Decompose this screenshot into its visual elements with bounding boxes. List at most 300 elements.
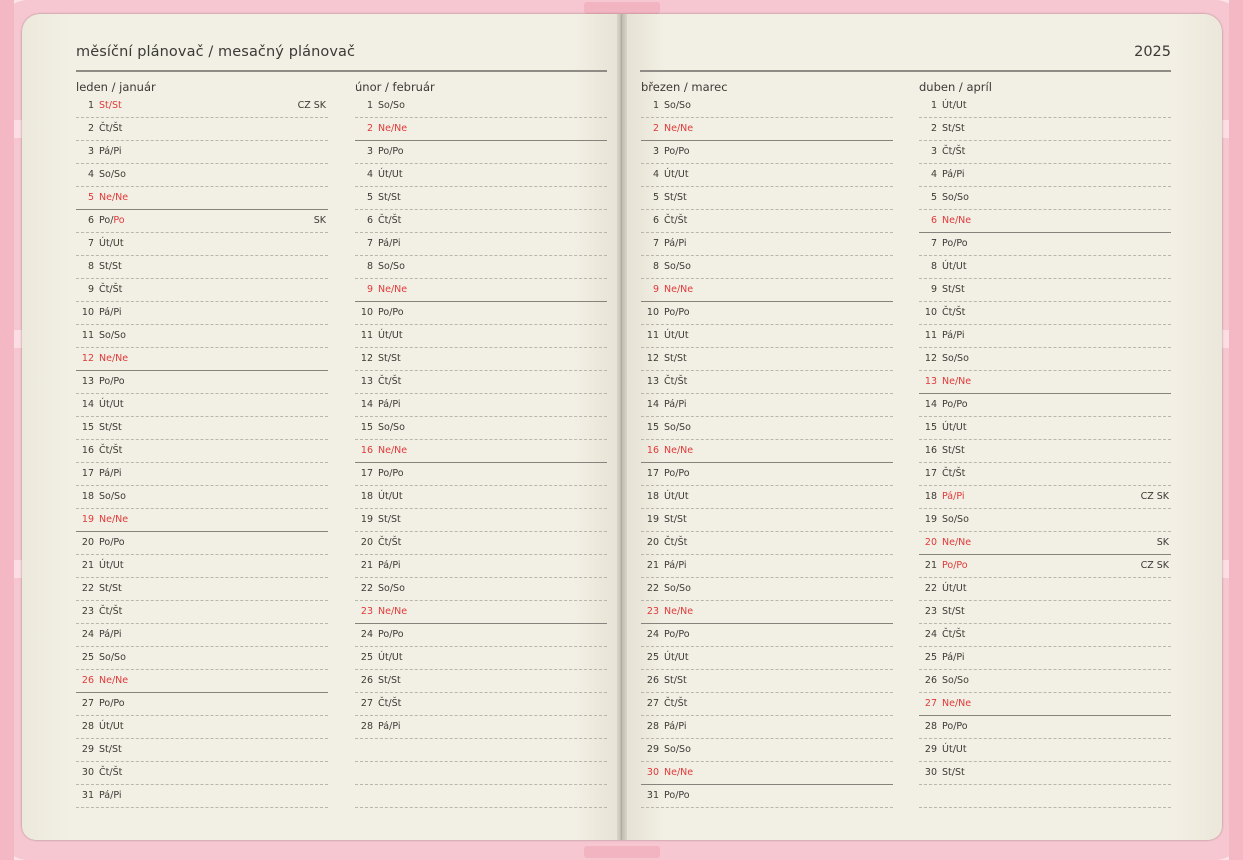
day-number: 6 — [366, 215, 373, 226]
day-name-cz: So — [378, 100, 390, 111]
day-name — [664, 215, 687, 226]
day-name-separator: / — [952, 146, 956, 157]
day-name-cz: So — [99, 652, 111, 663]
day-number: 18 — [924, 491, 937, 502]
day-row — [919, 486, 1171, 509]
day-number: 24 — [81, 629, 94, 640]
day-number: 13 — [924, 376, 937, 387]
day-number: 21 — [360, 560, 373, 571]
day-name-sk: Ne — [680, 445, 694, 456]
day-name-cz: Pá — [99, 146, 111, 157]
day-name-cz: Út — [664, 169, 675, 180]
day-name-separator: / — [675, 468, 679, 479]
day-number: 17 — [360, 468, 373, 479]
day-name-cz: Út — [378, 652, 389, 663]
day-row — [919, 762, 1171, 785]
day-name-sk: Pi — [113, 629, 122, 640]
day-name-separator: / — [673, 675, 677, 686]
day-name — [99, 376, 125, 387]
day-row — [641, 463, 893, 486]
month-column-january — [76, 79, 328, 808]
day-name-separator: / — [954, 698, 959, 709]
day-row — [355, 210, 607, 233]
day-name-separator: / — [110, 146, 114, 157]
day-number: 26 — [81, 675, 94, 686]
day-name-cz: Čt — [378, 215, 389, 226]
day-name-cz: St — [942, 767, 952, 778]
day-row — [641, 601, 893, 624]
day-name-separator: / — [111, 675, 116, 686]
day-row — [355, 118, 607, 141]
day-name-sk: Ne — [394, 284, 408, 295]
day-number: 13 — [646, 376, 659, 387]
day-row — [641, 509, 893, 532]
day-name-cz: Čt — [664, 376, 675, 387]
day-name-sk: Št — [955, 629, 966, 640]
day-number: 27 — [360, 698, 373, 709]
day-name-cz: St — [378, 192, 388, 203]
day-name-sk: Po — [956, 560, 968, 571]
day-name-sk: Ut — [391, 169, 403, 180]
day-row — [641, 302, 893, 325]
day-name-cz: Po — [99, 698, 111, 709]
day-list — [641, 95, 893, 808]
day-row — [355, 394, 607, 417]
day-name-cz: Po — [664, 629, 676, 640]
day-name-separator: / — [675, 399, 679, 410]
day-name-separator: / — [110, 537, 114, 548]
month-name: únor / február — [355, 80, 435, 94]
day-name-cz: St — [942, 445, 952, 456]
day-number: 20 — [81, 537, 94, 548]
day-name-cz: So — [942, 353, 954, 364]
day-name-separator: / — [953, 560, 957, 571]
day-number: 24 — [646, 629, 659, 640]
day-name-cz: St — [664, 192, 674, 203]
day-row — [641, 762, 893, 785]
day-name-cz: Pá — [99, 307, 111, 318]
day-name-cz: Ne — [378, 606, 391, 617]
day-name-sk: Po — [113, 537, 125, 548]
day-number: 10 — [360, 307, 373, 318]
day-number: 7 — [652, 238, 659, 249]
day-name — [942, 721, 968, 732]
day-name-separator: / — [110, 790, 114, 801]
day-number: 17 — [924, 468, 937, 479]
day-row — [355, 279, 607, 302]
day-number: 5 — [930, 192, 937, 203]
day-name — [942, 537, 971, 548]
day-row — [919, 509, 1171, 532]
day-number: 10 — [924, 307, 937, 318]
day-name-sk: Ne — [958, 537, 972, 548]
day-name — [378, 675, 401, 686]
day-name-sk: St — [390, 675, 401, 686]
day-row — [919, 555, 1171, 578]
day-name-sk: Ut — [391, 330, 403, 341]
day-name — [942, 146, 965, 157]
day-number: 23 — [924, 606, 937, 617]
day-name-sk: Ne — [115, 514, 129, 525]
day-name-sk: Ne — [394, 445, 408, 456]
day-name — [942, 445, 965, 456]
day-name-sk: Št — [955, 468, 966, 479]
day-row — [641, 555, 893, 578]
day-name-sk: St — [390, 192, 401, 203]
day-name-sk: Po — [956, 238, 968, 249]
day-name — [99, 652, 126, 663]
day-number: 27 — [646, 698, 659, 709]
day-name-cz: Pá — [99, 629, 111, 640]
day-number: 13 — [81, 376, 94, 387]
day-name-sk: Ne — [680, 123, 694, 134]
day-name-sk: Pi — [678, 560, 687, 571]
day-name-cz: St — [378, 514, 388, 525]
day-name — [942, 215, 971, 226]
day-row — [641, 210, 893, 233]
day-number: 1 — [366, 100, 373, 111]
day-name-cz: Po — [664, 307, 676, 318]
day-name-sk: Po — [392, 468, 404, 479]
day-name-sk: Po — [678, 790, 690, 801]
day-name-separator: / — [676, 284, 681, 295]
day-name-sk: Pi — [392, 560, 401, 571]
day-row — [355, 670, 607, 693]
day-name-separator: / — [387, 514, 391, 525]
day-name-cz: Pá — [99, 468, 111, 479]
month-column-february — [355, 79, 607, 808]
day-name-separator: / — [953, 721, 957, 732]
day-row — [76, 210, 328, 233]
day-name — [378, 468, 404, 479]
day-name — [664, 445, 693, 456]
day-number: 27 — [924, 698, 937, 709]
day-name-separator: / — [389, 583, 394, 594]
day-name — [378, 169, 403, 180]
day-row — [919, 463, 1171, 486]
day-name-sk: So — [957, 675, 969, 686]
day-name-cz: Út — [99, 399, 110, 410]
day-name-separator: / — [954, 215, 959, 226]
day-number: 18 — [646, 491, 659, 502]
day-row — [76, 624, 328, 647]
day-name-cz: Čt — [942, 468, 953, 479]
day-number: 8 — [652, 261, 659, 272]
day-name-separator: / — [953, 238, 957, 249]
day-name-cz: Út — [942, 100, 953, 111]
cover-edge-left — [0, 0, 14, 860]
day-row — [919, 348, 1171, 371]
day-name-separator: / — [953, 353, 958, 364]
day-name-cz: St — [378, 675, 388, 686]
day-name-separator: / — [953, 675, 958, 686]
day-number: 12 — [924, 353, 937, 364]
day-row — [919, 371, 1171, 394]
day-number: 30 — [924, 767, 937, 778]
cover-edge-right — [1229, 0, 1243, 860]
day-name-cz: Po — [99, 215, 111, 226]
day-name-separator: / — [674, 215, 678, 226]
day-row — [76, 325, 328, 348]
day-name — [378, 261, 405, 272]
day-number: 10 — [646, 307, 659, 318]
day-name-separator: / — [673, 192, 677, 203]
day-name-separator: / — [953, 192, 958, 203]
day-name-sk: Pi — [113, 790, 122, 801]
day-name-cz: Pá — [378, 238, 390, 249]
day-name-cz: Po — [942, 238, 954, 249]
day-name — [942, 376, 971, 387]
day-number: 6 — [930, 215, 937, 226]
day-name-separator: / — [388, 537, 392, 548]
day-name-separator: / — [389, 629, 393, 640]
day-name-sk: Št — [677, 376, 688, 387]
day-name-cz: Út — [99, 238, 110, 249]
day-number: 7 — [87, 238, 94, 249]
day-name — [664, 721, 687, 732]
day-name-cz: Út — [664, 330, 675, 341]
day-name — [664, 491, 689, 502]
day-row — [641, 187, 893, 210]
day-name-sk: So — [393, 100, 405, 111]
day-name-sk: St — [954, 123, 965, 134]
day-name-separator: / — [111, 514, 116, 525]
day-name-sk: St — [676, 675, 687, 686]
day-row — [355, 739, 607, 762]
day-number: 28 — [646, 721, 659, 732]
day-name-cz: So — [942, 675, 954, 686]
day-name-cz: Čt — [378, 698, 389, 709]
day-name-separator: / — [674, 698, 678, 709]
day-name — [99, 767, 122, 778]
day-row — [76, 739, 328, 762]
day-row — [355, 302, 607, 325]
day-name-cz: So — [99, 491, 111, 502]
spine-tab-top — [584, 2, 660, 14]
day-name-sk: Po — [956, 721, 968, 732]
day-number: 8 — [87, 261, 94, 272]
day-name-separator: / — [389, 238, 393, 249]
day-name-cz: Ne — [99, 514, 112, 525]
day-name-separator: / — [952, 583, 956, 594]
day-row — [919, 693, 1171, 716]
day-name-sk: Št — [112, 767, 123, 778]
day-number: 29 — [646, 744, 659, 755]
day-name-cz: Čt — [99, 767, 110, 778]
day-name-sk: Pi — [392, 238, 401, 249]
day-name-sk: Pi — [956, 491, 965, 502]
header-rule-left — [76, 70, 607, 72]
day-name-cz: Ne — [664, 123, 677, 134]
day-number: 24 — [360, 629, 373, 640]
day-number: 3 — [87, 146, 94, 157]
day-name-cz: Po — [378, 468, 390, 479]
day-name — [942, 192, 969, 203]
day-name-sk: Po — [678, 146, 690, 157]
day-name-cz: Ne — [942, 698, 955, 709]
day-row — [641, 164, 893, 187]
day-name-separator: / — [388, 376, 392, 387]
day-name — [99, 307, 122, 318]
day-number: 30 — [81, 767, 94, 778]
day-row — [919, 256, 1171, 279]
day-row — [76, 141, 328, 164]
day-name — [664, 514, 687, 525]
day-name-cz: Út — [942, 422, 953, 433]
day-number: 31 — [646, 790, 659, 801]
day-number: 23 — [360, 606, 373, 617]
day-number: 20 — [360, 537, 373, 548]
day-name-separator: / — [953, 491, 957, 502]
day-name — [99, 629, 122, 640]
day-name-cz: So — [99, 330, 111, 341]
day-name — [99, 445, 122, 456]
day-name-cz: Po — [99, 376, 111, 387]
day-name — [664, 698, 687, 709]
day-number: 13 — [360, 376, 373, 387]
day-name-separator: / — [110, 307, 114, 318]
day-name — [664, 330, 689, 341]
day-name-cz: St — [664, 675, 674, 686]
day-name — [99, 123, 122, 134]
day-name — [664, 123, 693, 134]
day-name-sk: So — [679, 744, 691, 755]
day-number: 20 — [924, 537, 937, 548]
day-name-cz: So — [99, 169, 111, 180]
day-name-cz: So — [664, 583, 676, 594]
day-name — [664, 583, 691, 594]
day-name-cz: So — [378, 583, 390, 594]
day-row — [919, 325, 1171, 348]
day-name-separator: / — [675, 721, 679, 732]
day-name — [942, 330, 965, 341]
day-name-cz: St — [99, 744, 109, 755]
day-name-cz: Út — [99, 721, 110, 732]
day-name-cz: Út — [942, 744, 953, 755]
day-name-sk: Št — [112, 445, 123, 456]
day-name — [664, 606, 693, 617]
day-number: 11 — [924, 330, 937, 341]
day-name-separator: / — [674, 169, 678, 180]
day-name-separator: / — [676, 606, 681, 617]
day-name-cz: Pá — [99, 790, 111, 801]
day-name — [378, 514, 401, 525]
day-name — [99, 537, 125, 548]
day-name-cz: Po — [942, 560, 954, 571]
day-name-sk: Ut — [112, 399, 124, 410]
page-title: měsíční plánovač / mesačný plánovač — [76, 44, 356, 60]
day-name — [942, 583, 967, 594]
day-name-separator: / — [110, 169, 115, 180]
day-name-separator: / — [110, 698, 114, 709]
day-row — [919, 187, 1171, 210]
day-row — [355, 624, 607, 647]
day-number: 5 — [87, 192, 94, 203]
day-number: 11 — [360, 330, 373, 341]
day-name — [664, 399, 687, 410]
day-row — [76, 647, 328, 670]
day-row — [76, 95, 328, 118]
day-number: 28 — [81, 721, 94, 732]
day-name-separator: / — [108, 744, 112, 755]
day-name-separator: / — [673, 514, 677, 525]
day-name-sk: Ne — [115, 192, 129, 203]
day-name — [378, 399, 401, 410]
day-name-sk: Pi — [678, 238, 687, 249]
day-name-cz: So — [942, 192, 954, 203]
day-name — [942, 307, 965, 318]
day-row — [641, 647, 893, 670]
day-name-sk: Ut — [391, 652, 403, 663]
day-number: 25 — [81, 652, 94, 663]
day-name — [99, 675, 128, 686]
day-name-sk: Ut — [677, 169, 689, 180]
day-name-sk: Pi — [392, 721, 401, 732]
day-row — [76, 348, 328, 371]
day-name-sk: St — [390, 353, 401, 364]
day-row — [76, 578, 328, 601]
day-name-cz: Po — [378, 146, 390, 157]
day-number: 4 — [652, 169, 659, 180]
day-number: 15 — [360, 422, 373, 433]
day-name-sk: Po — [113, 376, 125, 387]
day-name-sk: Ut — [677, 652, 689, 663]
day-name-separator: / — [388, 330, 392, 341]
day-name — [942, 100, 967, 111]
day-name-separator: / — [675, 422, 680, 433]
day-name-separator: / — [109, 721, 113, 732]
day-name-separator: / — [110, 330, 115, 341]
day-name — [378, 215, 401, 226]
day-name-sk: Po — [113, 698, 125, 709]
spine-tab-bottom — [584, 846, 660, 858]
day-name-cz: St — [942, 284, 952, 295]
day-list — [76, 95, 328, 808]
day-name-cz: Po — [942, 721, 954, 732]
day-name-sk: Pi — [956, 652, 965, 663]
day-name-sk: Ut — [112, 238, 124, 249]
day-name — [99, 353, 128, 364]
day-number: 22 — [81, 583, 94, 594]
day-name-separator: / — [951, 767, 955, 778]
day-name-separator: / — [674, 652, 678, 663]
day-row — [919, 233, 1171, 256]
day-row — [641, 233, 893, 256]
day-number: 3 — [366, 146, 373, 157]
day-row — [76, 417, 328, 440]
day-name-separator: / — [110, 376, 114, 387]
day-name — [942, 238, 968, 249]
day-name — [99, 468, 122, 479]
holiday-note: CZ SK — [297, 100, 326, 111]
day-row — [919, 95, 1171, 118]
day-name-separator: / — [109, 238, 113, 249]
day-name-cz: Ne — [378, 123, 391, 134]
day-name-sk: Pi — [678, 399, 687, 410]
day-row — [76, 164, 328, 187]
day-name-separator: / — [675, 629, 679, 640]
day-number: 18 — [360, 491, 373, 502]
day-name — [664, 376, 687, 387]
day-name-cz: So — [378, 422, 390, 433]
day-name — [942, 744, 967, 755]
day-name — [942, 284, 965, 295]
month-column-april — [919, 79, 1171, 808]
day-number: 25 — [924, 652, 937, 663]
day-name-cz: St — [378, 353, 388, 364]
day-name-cz: Po — [664, 790, 676, 801]
day-row — [919, 118, 1171, 141]
